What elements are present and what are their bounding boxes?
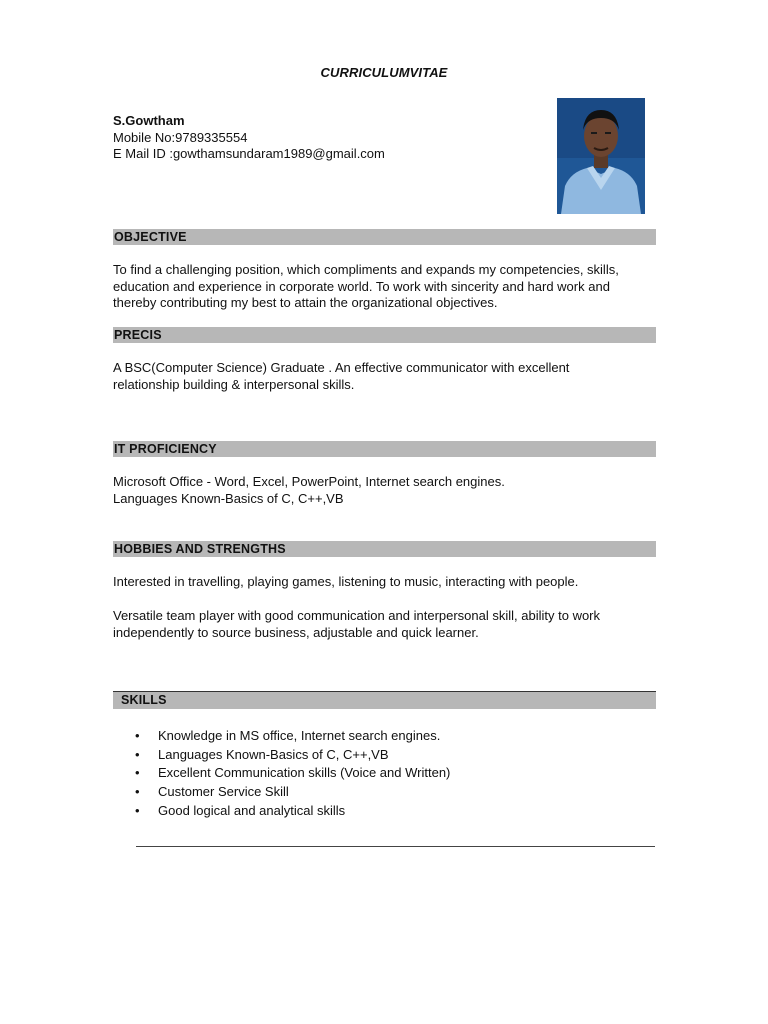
- bottom-divider: [136, 846, 655, 847]
- skills-heading: SKILLS: [113, 691, 656, 709]
- list-item: [113, 727, 450, 746]
- skill-text: Languages Known-Basics of C, C++,VB: [158, 746, 389, 762]
- bullet-icon: •: [135, 746, 140, 762]
- precis-heading: PRECIS: [113, 327, 656, 343]
- objective-text: [113, 262, 663, 312]
- objective-line: To find a challenging position, which compliments and expands my competencies, skills,: [113, 262, 619, 277]
- profile-photo: [557, 98, 645, 214]
- bullet-icon: •: [135, 802, 140, 818]
- bullet-icon: •: [135, 728, 140, 743]
- hobbies-interests-text: Interested in travelling, playing games, listening to music, interacting with people.: [113, 574, 579, 589]
- hobbies-strengths-text: [113, 608, 663, 641]
- bullet-icon: •: [135, 765, 140, 781]
- skill-text: Knowledge in MS office, Internet search engines.: [158, 728, 441, 743]
- strengths-line: Versatile team player with good communication and interpersonal skill, ability to work: [113, 608, 601, 623]
- it-proficiency-line: Languages Known-Basics of C, C++,VB: [113, 490, 344, 506]
- list-item: [113, 764, 450, 783]
- skills-list: [113, 727, 450, 821]
- it-proficiency-line: Microsoft Office - Word, Excel, PowerPoint, Internet search engines.: [113, 474, 505, 489]
- mobile-number: Mobile No:9789335554: [113, 129, 248, 145]
- contact-block: [113, 113, 385, 163]
- email-address: E Mail ID :gowthamsundaram1989@gmail.com: [113, 146, 385, 161]
- skill-text: Good logical and analytical skills: [158, 802, 346, 818]
- objective-line: thereby contributing my best to attain the organizational objectives.: [113, 295, 498, 310]
- precis-line: A BSC(Computer Science) Graduate . An effective communicator with excellent: [113, 360, 570, 375]
- document-title: CURRICULUMVITAE: [320, 65, 448, 80]
- it-proficiency-heading: IT PROFICIENCY: [113, 441, 656, 457]
- skill-text: Excellent Communication skills (Voice and Written): [158, 765, 451, 781]
- skill-text: Customer Service Skill: [158, 784, 289, 800]
- list-item: [113, 746, 450, 765]
- bullet-icon: •: [135, 784, 140, 800]
- it-proficiency-text: [113, 474, 663, 507]
- precis-text: [113, 360, 663, 393]
- hobbies-heading: HOBBIES AND STRENGTHS: [113, 541, 656, 557]
- candidate-name: S.Gowtham: [113, 113, 185, 128]
- objective-line: education and experience in corporate world. To work with sincerity and hard work and: [113, 278, 610, 294]
- profile-photo-image: [557, 98, 645, 214]
- objective-heading: OBJECTIVE: [113, 229, 656, 245]
- precis-line: relationship building & interpersonal skills.: [113, 376, 355, 392]
- list-item: [113, 783, 450, 802]
- strengths-line: independently to source business, adjustable and quick learner.: [113, 624, 479, 640]
- list-item: [113, 802, 450, 821]
